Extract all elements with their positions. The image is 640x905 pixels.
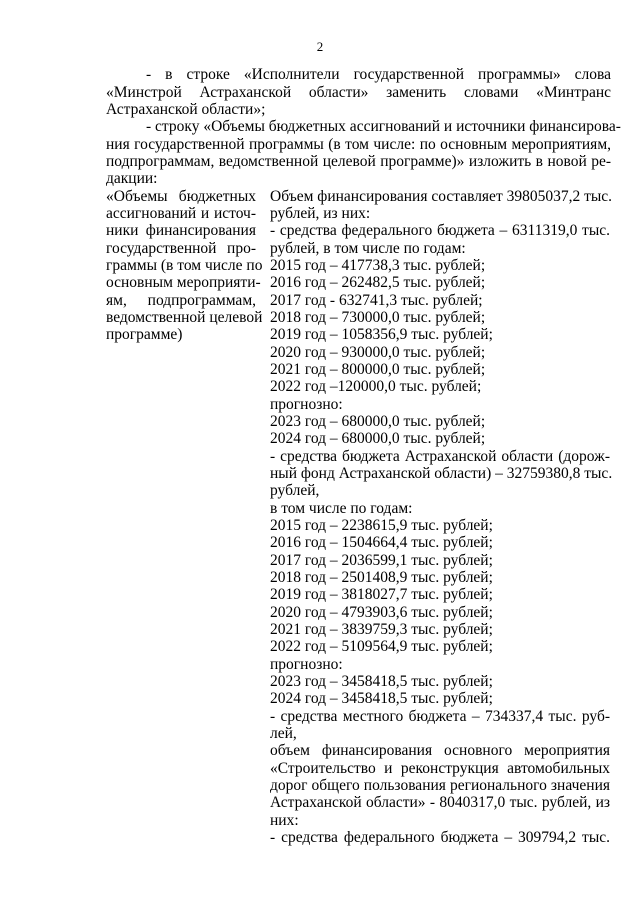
right-column-line: прогнозно: <box>270 396 343 413</box>
right-column-line: в том числе по годам: <box>270 500 413 517</box>
left-column-line: «Объемы бюджетных <box>106 188 256 205</box>
right-column-line: 2024 год – 680000,0 тыс. рублей; <box>270 430 486 447</box>
right-column-line: прогнозно: <box>270 656 343 673</box>
right-column-line: рублей, <box>270 482 320 499</box>
right-column-line: 2017 год – 2036599,1 тыс. рублей; <box>270 552 493 569</box>
right-column-line: Астраханской области» - 8040317,0 тыс. рублей, из <box>270 794 610 811</box>
intro-line: - в строке «Исполнители государственной программы» слова <box>146 66 611 83</box>
right-column-line: 2021 год – 800000,0 тыс. рублей; <box>270 361 486 378</box>
right-column-line: 2016 год – 262482,5 тыс. рублей; <box>270 274 486 291</box>
left-column-line: граммы (в том числе по <box>106 257 263 274</box>
intro-line: подпрограммам, ведомственной целевой программе)» изложить в новой ре- <box>106 153 611 170</box>
right-column-line: 2023 год – 3458418,5 тыс. рублей; <box>270 673 493 690</box>
right-column-line: них: <box>270 812 299 829</box>
right-column-line: 2023 год – 680000,0 тыс. рублей; <box>270 413 486 430</box>
left-column-line: ведомственной целевой <box>106 309 263 326</box>
right-column-line: «Строительство и реконструкция автомобильных <box>270 760 610 777</box>
left-column-line: государственной про- <box>106 240 256 257</box>
intro-line: Астраханской области»; <box>106 101 266 118</box>
right-column-line: 2024 год – 3458418,5 тыс. рублей; <box>270 690 493 707</box>
right-column-line: рублей, в том числе по годам: <box>270 240 466 257</box>
right-column-line: 2015 год – 2238615,9 тыс. рублей; <box>270 517 493 534</box>
right-column-line: Объем финансирования составляет 39805037,2 тыс. <box>270 188 613 205</box>
right-column-line: 2020 год – 930000,0 тыс. рублей; <box>270 344 486 361</box>
right-column-line: 2020 год – 4793903,6 тыс. рублей; <box>270 604 493 621</box>
right-column-line: 2018 год – 2501408,9 тыс. рублей; <box>270 569 493 586</box>
right-column-line: 2015 год – 417738,3 тыс. рублей; <box>270 257 486 274</box>
left-column-line: программе) <box>106 326 183 343</box>
left-column-line: ники финансирования <box>106 222 256 239</box>
left-column-line: основным мероприяти- <box>106 274 261 291</box>
right-column-line: 2022 год – 5109564,9 тыс. рублей; <box>270 638 493 655</box>
right-column-line: 2016 год – 1504664,4 тыс. рублей; <box>270 534 493 551</box>
right-column-line: 2018 год – 730000,0 тыс. рублей; <box>270 309 486 326</box>
intro-line: - строку «Объемы бюджетных ассигнований и источники финансирова- <box>146 118 621 135</box>
right-column-line: - средства бюджета Астраханской области (дорож- <box>270 448 610 465</box>
right-column-line: - средства федерального бюджета – 6311319,0 тыс. <box>270 222 610 239</box>
intro-line: ния государственной программы (в том числе: по основным мероприятиям, <box>106 136 611 153</box>
right-column-line: 2019 год – 3818027,7 тыс. рублей; <box>270 586 493 603</box>
right-column-line: 2022 год –120000,0 тыс. рублей; <box>270 378 482 395</box>
right-column-line: 2021 год – 3839759,3 тыс. рублей; <box>270 621 493 638</box>
intro-line: «Минстрой Астраханской области» заменить словами «Минтранс <box>106 84 611 101</box>
right-column-line: 2019 год – 1058356,9 тыс. рублей; <box>270 326 493 343</box>
left-column-line: ассигнований и источ- <box>106 205 256 222</box>
right-column-line: объем финансирования основного мероприятия <box>270 742 610 759</box>
right-column-line: - средства местного бюджета – 734337,4 тыс. руб- <box>270 708 610 725</box>
right-column-line: 2017 год - 632741,3 тыс. рублей; <box>270 292 483 309</box>
right-column-line: дорог общего пользования регионального значения <box>270 777 610 794</box>
right-column-line: лей, <box>270 725 297 742</box>
page-number: 2 <box>316 39 324 54</box>
right-column-line: - средства федерального бюджета – 309794,2 тыс. <box>270 829 610 846</box>
right-column-line: рублей, из них: <box>270 205 371 222</box>
intro-line: дакции: <box>106 170 158 187</box>
right-column-line: ный фонд Астраханской области) – 32759380,8 тыс. <box>270 465 613 482</box>
left-column-line: ям, подпрограммам, <box>106 292 256 309</box>
